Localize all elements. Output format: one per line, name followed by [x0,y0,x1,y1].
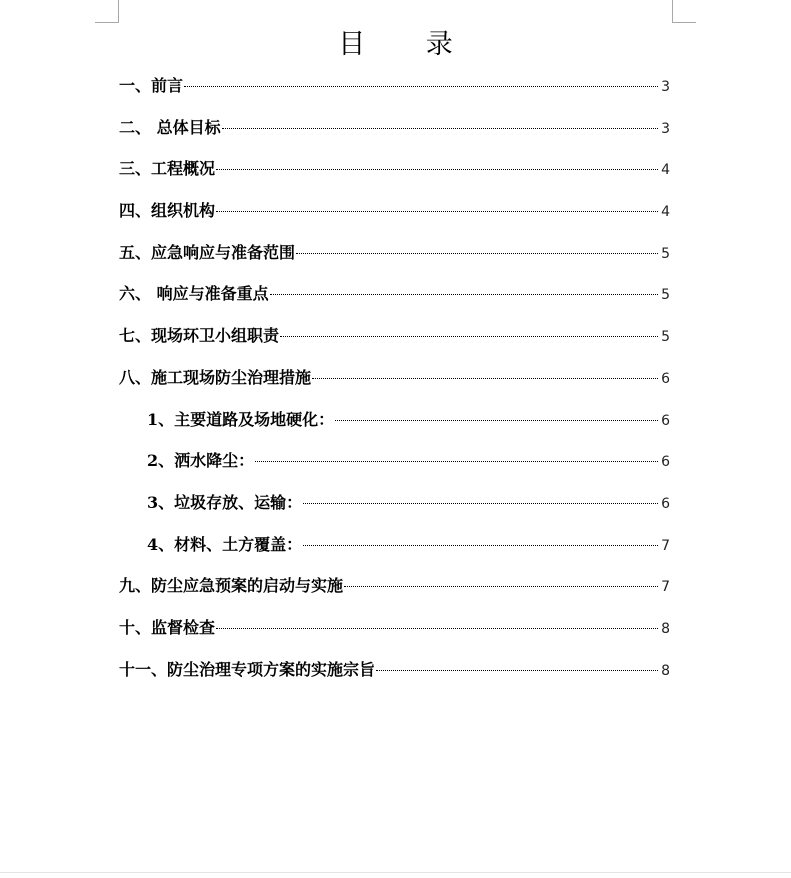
toc-dot-leader [335,420,658,421]
toc-page-number: 5 [661,245,670,262]
toc-title: 目 录 [338,29,479,60]
toc-dot-leader [222,128,659,129]
table-of-contents [119,65,670,690]
toc-entry-text: 二、 总体目标 [119,117,221,137]
toc-page-number: 6 [661,412,670,429]
toc-entry-text: 七、现场环卫小组职责 [119,326,280,346]
toc-entry-text: 一、前言 [119,76,184,95]
crop-mark-top-left [95,0,119,23]
toc-entry-text: 九、防尘应急预案的启动与实施 [119,576,344,596]
toc-entry-text: 2、洒水降尘： [147,451,255,471]
toc-entry-text: 三、工程概况 [119,159,216,179]
toc-entry[interactable] [119,607,670,649]
toc-entry-text: 3、垃圾存放、运输： [147,492,303,512]
toc-entry-text: 五、应急响应与准备范围 [119,242,296,262]
toc-dot-leader [344,586,658,587]
toc-entry-text: 六、 响应与准备重点 [119,284,269,304]
toc-page-number: 7 [661,579,670,596]
toc-entry-text: 1、主要道路及场地硬化： [147,409,335,429]
toc-dot-leader [216,169,658,170]
toc-subentry[interactable] [119,440,670,482]
toc-entry[interactable] [119,315,670,357]
toc-entry-text: 十、监督检查 [119,617,216,637]
toc-page-number: 8 [661,662,670,679]
toc-dot-leader [184,86,658,87]
toc-entry[interactable] [119,565,670,607]
toc-entry[interactable] [119,65,670,107]
toc-page-number: 4 [661,204,670,221]
toc-dot-leader [303,503,658,504]
toc-subentry[interactable] [119,399,670,441]
toc-entry[interactable] [119,273,670,315]
toc-page-number: 5 [661,287,670,304]
toc-page-number: 5 [661,329,670,346]
toc-entry[interactable] [119,649,670,691]
toc-entry-text: 4、材料、土方覆盖： [147,534,303,554]
toc-dot-leader [216,628,658,629]
toc-page-number: 6 [661,495,670,512]
toc-entry[interactable] [119,357,670,399]
toc-page-number: 3 [661,120,670,137]
toc-dot-leader [255,461,658,462]
toc-entry[interactable] [119,107,670,149]
toc-dot-leader [280,336,658,337]
toc-dot-leader [303,545,658,546]
toc-entry[interactable] [119,232,670,274]
toc-entry[interactable] [119,148,670,190]
toc-dot-leader [270,294,659,295]
toc-page-number: 4 [661,162,670,179]
toc-dot-leader [312,378,658,379]
toc-page-number: 3 [661,79,670,95]
toc-dot-leader [296,253,658,254]
toc-page-number: 6 [661,454,670,471]
toc-entry-text: 十一、防尘治理专项方案的实施宗旨 [119,659,376,679]
toc-page-number: 8 [661,620,670,637]
toc-page-number: 7 [661,537,670,554]
toc-dot-leader [216,211,658,212]
toc-entry[interactable] [119,190,670,232]
page-bottom-edge [0,872,791,873]
toc-subentry[interactable] [119,482,670,524]
toc-page-number: 6 [661,370,670,387]
toc-subentry[interactable] [119,524,670,566]
toc-entry-text: 八、施工现场防尘治理措施 [119,367,312,387]
crop-mark-top-right [672,0,696,23]
toc-dot-leader [376,670,658,671]
toc-entry-text: 四、组织机构 [119,201,216,221]
